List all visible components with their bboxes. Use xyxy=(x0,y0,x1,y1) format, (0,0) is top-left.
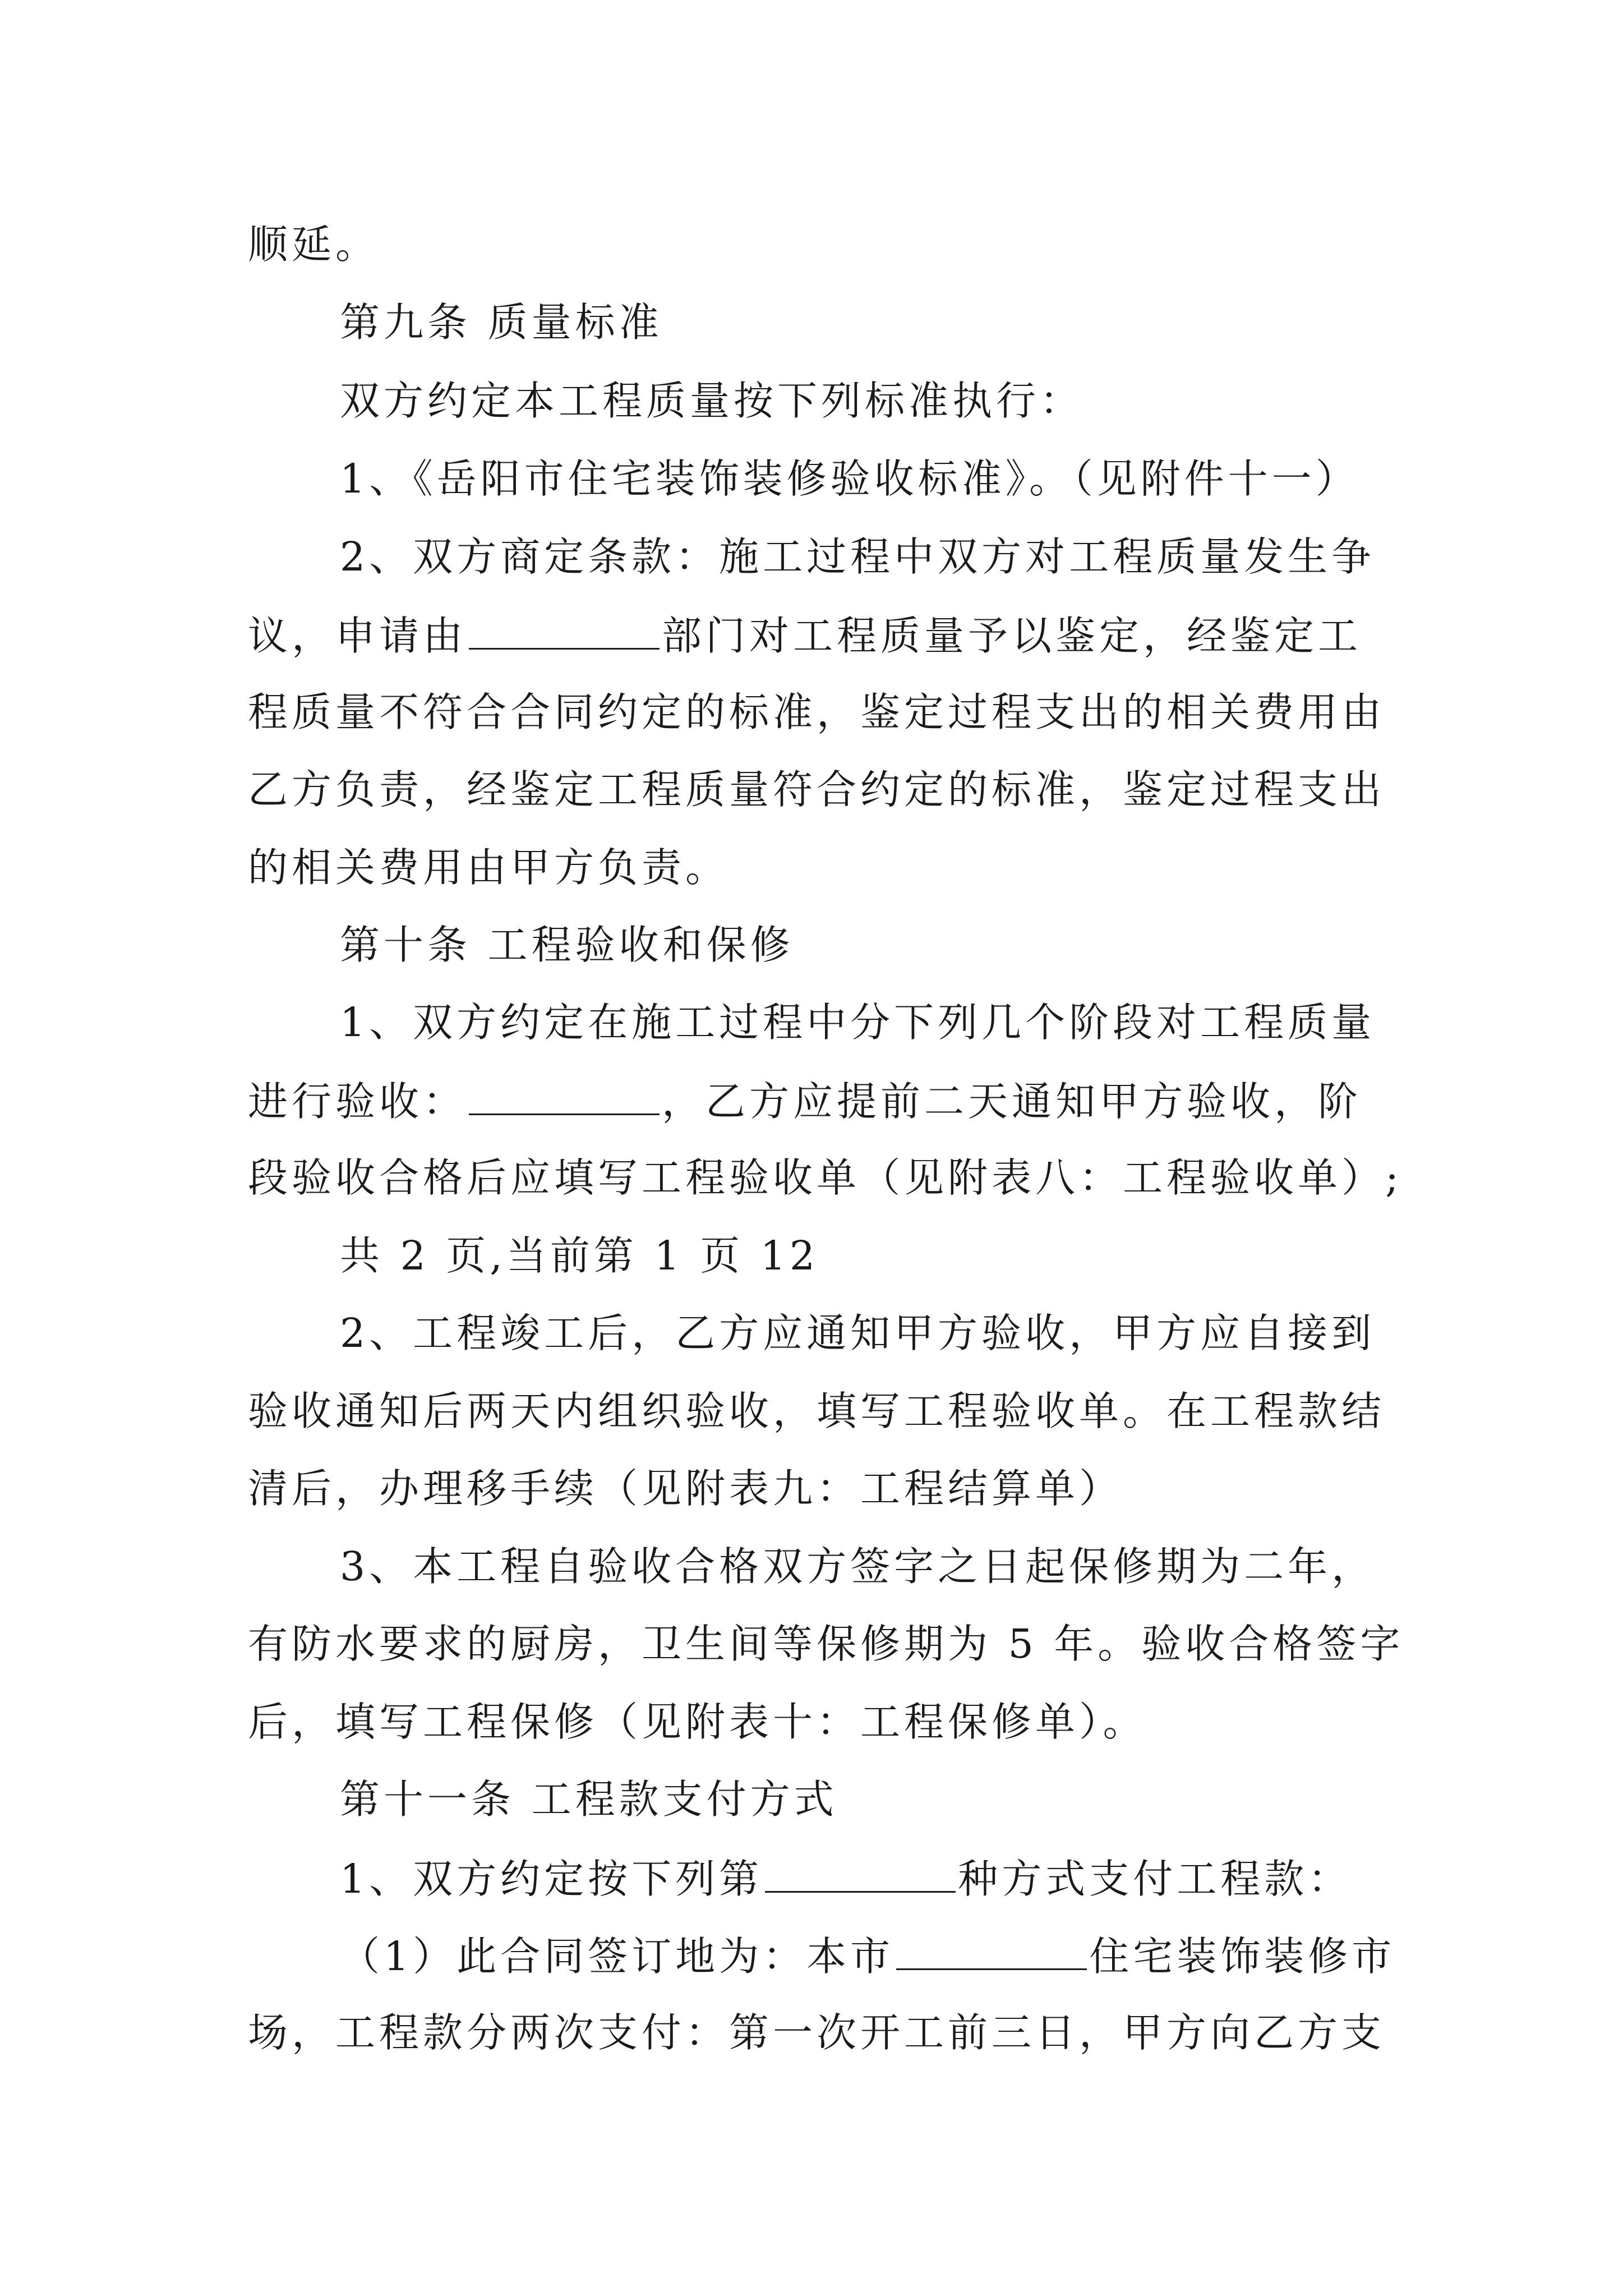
text-line: 有防水要求的厨房，卫生间等保修期为 5 年。验收合格签字 xyxy=(248,1621,1404,1667)
fill-in-blank xyxy=(896,1935,1087,1970)
text-line: 1、双方约定在施工过程中分下列几个阶段对工程质量 xyxy=(340,999,1376,1046)
text-line: 场，工程款分两次支付：第一次开工前三日，甲方向乙方支 xyxy=(248,2009,1386,2056)
text-segment: ，乙方应提前二天通知甲方验收，阶 xyxy=(662,1078,1362,1125)
section-heading: 第十条 工程验收和保修 xyxy=(340,922,794,968)
text-line xyxy=(340,1856,1352,1902)
text-line xyxy=(248,1078,1362,1125)
text-line: 2、工程竣工后，乙方应通知甲方验收，甲方应自接到 xyxy=(340,1310,1376,1356)
page-counter: 共 2 页,当前第 1 页 12 xyxy=(340,1232,819,1279)
fill-in-blank xyxy=(469,614,660,650)
text-segment: 部门对工程质量予以鉴定，经鉴定工 xyxy=(662,613,1362,659)
text-segment: 进行验收： xyxy=(248,1078,467,1125)
text-line: 顺延。 xyxy=(248,221,380,268)
text-line: 段验收合格后应填写工程验收单（见附表八：工程验收单）; xyxy=(248,1154,1403,1201)
text-segment: 1、双方约定按下列第 xyxy=(340,1856,763,1902)
text-segment: （1）此合同签订地为：本市 xyxy=(340,1933,895,1980)
text-segment: 住宅装饰装修市 xyxy=(1089,1933,1396,1980)
text-line xyxy=(340,1933,1396,1980)
text-line: 的相关费用由甲方负责。 xyxy=(248,844,730,891)
fill-in-blank xyxy=(765,1857,956,1893)
text-line: 程质量不符合合同约定的标准，鉴定过程支出的相关费用由 xyxy=(248,689,1386,735)
text-segment: 议，申请由 xyxy=(248,613,467,659)
text-line: 2、双方商定条款：施工过程中双方对工程质量发生争 xyxy=(340,533,1376,580)
text-segment: 种方式支付工程款： xyxy=(958,1856,1352,1902)
section-heading: 第十一条 工程款支付方式 xyxy=(340,1776,838,1823)
text-line: 验收通知后两天内组织验收，填写工程验收单。在工程款结 xyxy=(248,1388,1386,1434)
text-line: 后，填写工程保修（见附表十：工程保修单）。 xyxy=(248,1699,1147,1745)
fill-in-blank xyxy=(469,1080,660,1115)
section-heading: 第九条 质量标准 xyxy=(340,299,663,346)
text-line: 3、本工程自验收合格双方签字之日起保修期为二年， xyxy=(340,1543,1376,1590)
text-line: 乙方负责，经鉴定工程质量符合约定的标准，鉴定过程支出 xyxy=(248,766,1386,813)
text-line xyxy=(248,613,1362,659)
text-line: 双方约定本工程质量按下列标准执行： xyxy=(340,378,1084,424)
text-line: 清后，办理移手续（见附表九：工程结算单） xyxy=(248,1465,1123,1512)
text-line: 1、《岳阳市住宅装饰装修验收标准》。（见附件十一） xyxy=(340,455,1359,502)
